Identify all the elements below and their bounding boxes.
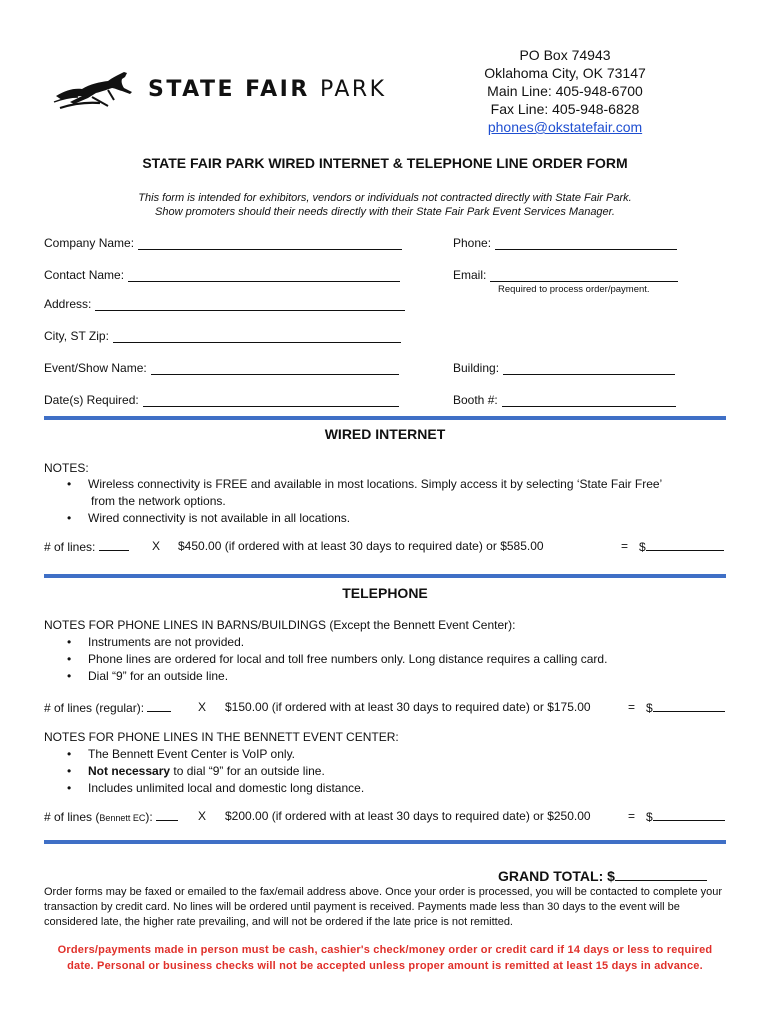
phone-input[interactable]: [495, 237, 677, 250]
section-divider-3: [44, 840, 726, 844]
event-show-name-field[interactable]: [44, 361, 399, 375]
phone-label: Phone:: [453, 236, 492, 250]
regular-dollar: $: [646, 701, 653, 715]
booth-field[interactable]: [453, 393, 676, 407]
wired-lines-text: # of lines:: [44, 540, 96, 554]
email-link[interactable]: phones@okstatefair.com: [487, 119, 643, 135]
list-item: • Includes unlimited local and domestic long distance.: [64, 780, 364, 797]
state-fair-park-logo: [52, 66, 422, 116]
list-item: • The Bennett Event Center is VoIP only.: [64, 746, 364, 763]
bennett-notes-list: [64, 746, 364, 797]
booth-label: Booth #:: [453, 393, 498, 407]
wired-lines-input[interactable]: [99, 538, 129, 551]
dates-required-label: Date(s) Required:: [44, 393, 139, 407]
telephone-notes-bennett: NOTES FOR PHONE LINES IN THE BENNETT EVENT CENTER:: [44, 730, 399, 744]
email-input[interactable]: [490, 269, 678, 282]
contact-name-label: Contact Name:: [44, 268, 125, 282]
form-title: STATE FAIR PARK WIRED INTERNET & TELEPHONE LINE ORDER FORM: [142, 155, 628, 171]
wired-internet-title: WIRED INTERNET: [324, 426, 446, 442]
bennett-total-field[interactable]: [646, 808, 725, 826]
logo-light-text: PARK: [319, 77, 387, 102]
logo-wordmark: [148, 77, 387, 102]
bennett-bullet-rest: to dial “9” for an outside line.: [170, 764, 325, 778]
event-show-name-label: Event/Show Name:: [44, 361, 147, 375]
city-st-zip-input[interactable]: [113, 330, 401, 343]
dates-required-field[interactable]: [44, 393, 399, 407]
bennett-dollar: $: [646, 810, 653, 824]
company-name-label: Company Name:: [44, 236, 135, 250]
telephone-title: TELEPHONE: [342, 585, 428, 601]
payment-warning-line-1: Orders/payments made in person must be cash, cashier's check/money order or credit card if 14 days or less to required: [57, 944, 713, 956]
bennett-lines-input[interactable]: [156, 808, 178, 821]
list-item: • Instruments are not provided.: [64, 634, 607, 651]
phone-field[interactable]: [453, 236, 677, 250]
building-label: Building:: [453, 361, 500, 375]
bennett-lines-label: [44, 808, 178, 827]
company-name-input[interactable]: [138, 237, 402, 250]
barn-notes-list: [64, 634, 607, 685]
section-divider-1: [44, 416, 726, 420]
list-item: • Dial “9” for an outside line.: [64, 668, 607, 685]
address-label: Address:: [44, 297, 92, 311]
city-line: Oklahoma City, OK 73147: [484, 65, 646, 81]
wired-equals: =: [621, 539, 629, 553]
intro-text: [0, 191, 770, 219]
company-name-field[interactable]: [44, 236, 402, 250]
email-label: Email:: [453, 268, 487, 282]
regular-equals: =: [628, 700, 636, 714]
grand-total-input[interactable]: [615, 866, 707, 881]
intro-line-2: Show promoters should their needs directly with their State Fair Park Event Services Manager.: [155, 206, 615, 218]
wired-notes-label: NOTES:: [44, 461, 89, 475]
building-input[interactable]: [503, 362, 675, 375]
wired-total-input[interactable]: [646, 538, 724, 551]
grand-total-label: GRAND TOTAL: $: [498, 868, 615, 884]
not-necessary-bold: Not necessary: [88, 764, 171, 778]
po-box: PO Box 74943: [519, 47, 611, 63]
booth-input[interactable]: [502, 394, 676, 407]
regular-times: X: [198, 700, 207, 714]
horse-icon: [52, 66, 144, 116]
logo-bold-text: STATE FAIR: [148, 77, 310, 102]
wired-total-field[interactable]: [639, 538, 724, 556]
payment-warning: [44, 942, 726, 974]
footer-paragraph: Order forms may be faxed or emailed to the fax/email address above. Once your order is processed, you will be contacted to complete your transaction by credit card. No lines will be ordered until payment is received. Payments made less than 30 days to the event will be considered late, the higher rate prevailing, and will not be ordered if the late price is not remitted.: [44, 886, 723, 928]
bennett-times: X: [198, 809, 207, 823]
payment-warning-line-2: date. Personal or business checks will not be accepted unless proper amount is remitted at least 15 days in advance.: [67, 960, 703, 972]
bennett-label-small: Bennett EC: [99, 813, 146, 823]
fax-line: Fax Line: 405-948-6828: [490, 101, 640, 117]
list-item: • Phone lines are ordered for local and toll free numbers only. Long distance requires a calling card.: [64, 651, 607, 668]
wired-notes-list-2: [64, 510, 350, 527]
bennett-equals: =: [628, 809, 636, 823]
wired-price: $450.00 (if ordered with at least 30 days to required date) or $585.00: [178, 539, 544, 553]
regular-lines-label: [44, 699, 171, 717]
main-line: Main Line: 405-948-6700: [487, 83, 643, 99]
contact-block: [460, 46, 670, 136]
regular-price: $150.00 (if ordered with at least 30 days to required date) or $175.00: [225, 700, 591, 714]
list-item: • Wired connectivity is not available in all locations.: [64, 510, 350, 527]
wired-notes-list: [64, 476, 662, 493]
bennett-total-input[interactable]: [653, 808, 725, 821]
city-st-zip-label: City, ST Zip:: [44, 329, 109, 343]
dates-required-input[interactable]: [143, 394, 399, 407]
regular-total-field[interactable]: [646, 699, 725, 717]
wired-lines-label: [44, 538, 129, 556]
bennett-label-start: # of lines (: [44, 810, 100, 824]
list-item: • Wireless connectivity is FREE and available in most locations. Simply access it by selecting ‘State Fair Free’: [64, 476, 662, 493]
email-field[interactable]: [453, 268, 678, 282]
address-field[interactable]: [44, 297, 405, 311]
grand-total-field[interactable]: [498, 866, 707, 884]
regular-total-input[interactable]: [653, 699, 725, 712]
telephone-notes-barns: NOTES FOR PHONE LINES IN BARNS/BUILDINGS (Except the Bennett Event Center):: [44, 618, 516, 632]
intro-line-1: This form is intended for exhibitors, vendors or individuals not contracted directly with State Fair Park.: [138, 192, 632, 204]
regular-lines-input[interactable]: [147, 699, 171, 712]
building-field[interactable]: [453, 361, 675, 375]
contact-name-field[interactable]: [44, 268, 400, 282]
bennett-label-end: ):: [145, 810, 153, 824]
email-required-note: Required to process order/payment.: [498, 284, 650, 295]
regular-lines-text: # of lines (regular):: [44, 701, 145, 715]
contact-name-input[interactable]: [128, 269, 400, 282]
bennett-price: $200.00 (if ordered with at least 30 days to required date) or $250.00: [225, 809, 591, 823]
address-input[interactable]: [95, 298, 405, 311]
wired-note-continuation: from the network options.: [91, 494, 226, 508]
event-show-name-input[interactable]: [151, 362, 399, 375]
city-st-zip-field[interactable]: [44, 329, 401, 343]
section-divider-2: [44, 574, 726, 578]
list-item: [64, 763, 364, 780]
wired-times: X: [152, 539, 161, 553]
wired-dollar: $: [639, 540, 646, 554]
